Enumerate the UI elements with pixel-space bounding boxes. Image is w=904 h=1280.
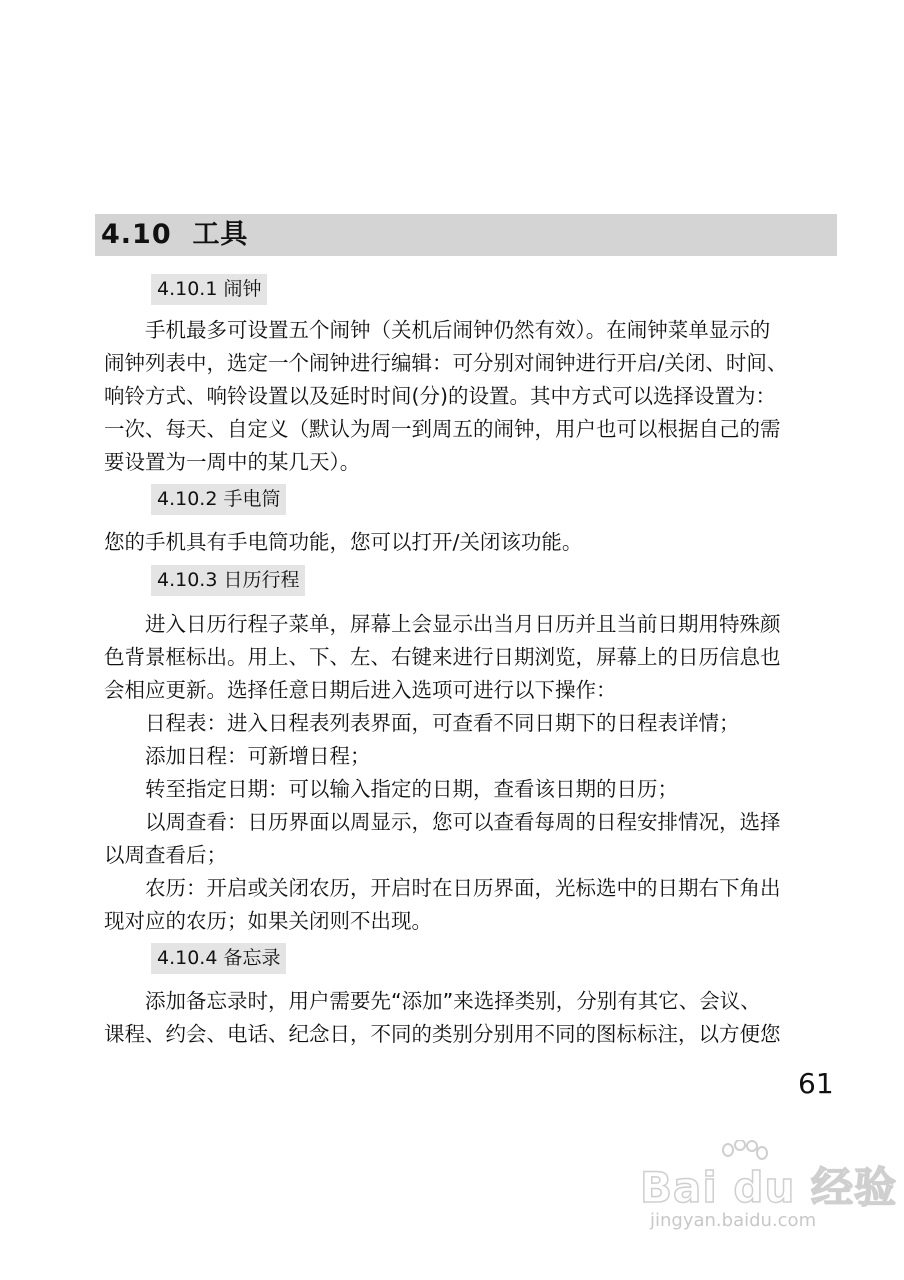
paragraph-line: 添加备忘录时，用户需要先“添加”来选择类别，分别有其它、会议、: [145, 989, 761, 1013]
paragraph-line: 您的手机具有手电筒功能，您可以打开/关闭该功能。: [104, 530, 583, 554]
section-number: 4.10: [101, 219, 172, 250]
page-number: 61: [798, 1067, 834, 1100]
section-title-text: 工具: [192, 219, 249, 250]
subsection-heading-alarm: 4.10.1 闹钟: [151, 274, 267, 305]
watermark-url: jingyan.baidu.com: [650, 1210, 817, 1231]
paragraph-line: 添加日程：可新增日程；: [145, 744, 371, 768]
paragraph-line: 转至指定日期：可以输入指定的日期，查看该日期的日历；: [145, 777, 678, 801]
paragraph-line: 进入日历行程子菜单，屏幕上会显示出当月日历并且当前日期用特殊颜: [145, 612, 781, 636]
paragraph-line: 响铃方式、响铃设置以及延时时间(分)的设置。其中方式可以选择设置为：: [104, 384, 776, 408]
paragraph-line: 色背景框标出。用上、下、左、右键来进行日期浏览，屏幕上的日历信息也: [104, 645, 781, 669]
subsection-heading-memo: 4.10.4 备忘录: [151, 943, 286, 974]
paragraph-line: 以周查看后；: [104, 843, 227, 867]
paragraph-line: 日程表：进入日程表列表界面，可查看不同日期下的日程表详情；: [145, 711, 740, 735]
paragraph-line: 一次、每天、自定义（默认为周一到周五的闹钟，用户也可以根据自己的需: [104, 417, 781, 441]
paragraph-line: 以周查看：日历界面以周显示，您可以查看每周的日程安排情况，选择: [145, 810, 781, 834]
paragraph-line: 课程、约会、电话、纪念日，不同的类别分别用不同的图标标注，以方便您: [104, 1022, 781, 1046]
subsection-heading-flashlight: 4.10.2 手电筒: [151, 484, 286, 515]
subsection-heading-calendar: 4.10.3 日历行程: [151, 565, 305, 596]
paragraph-line: 要设置为一周中的某几天）。: [104, 450, 361, 474]
paragraph-line: 会相应更新。选择任意日期后进入选项可进行以下操作：: [104, 678, 617, 702]
watermark-logo: Bai du 经验: [640, 1163, 897, 1212]
paragraph-line: 闹钟列表中，选定一个闹钟进行编辑：可分别对闹钟进行开启/关闭、时间、: [104, 351, 788, 375]
section-title: [101, 214, 248, 256]
paragraph-line: 农历：开启或关闭农历，开启时在日历界面，光标选中的日期右下角出: [145, 876, 781, 900]
paragraph-line: 现对应的农历；如果关闭则不出现。: [104, 909, 432, 933]
paragraph-line: 手机最多可设置五个闹钟（关机后闹钟仍然有效）。在闹钟菜单显示的: [145, 318, 771, 342]
